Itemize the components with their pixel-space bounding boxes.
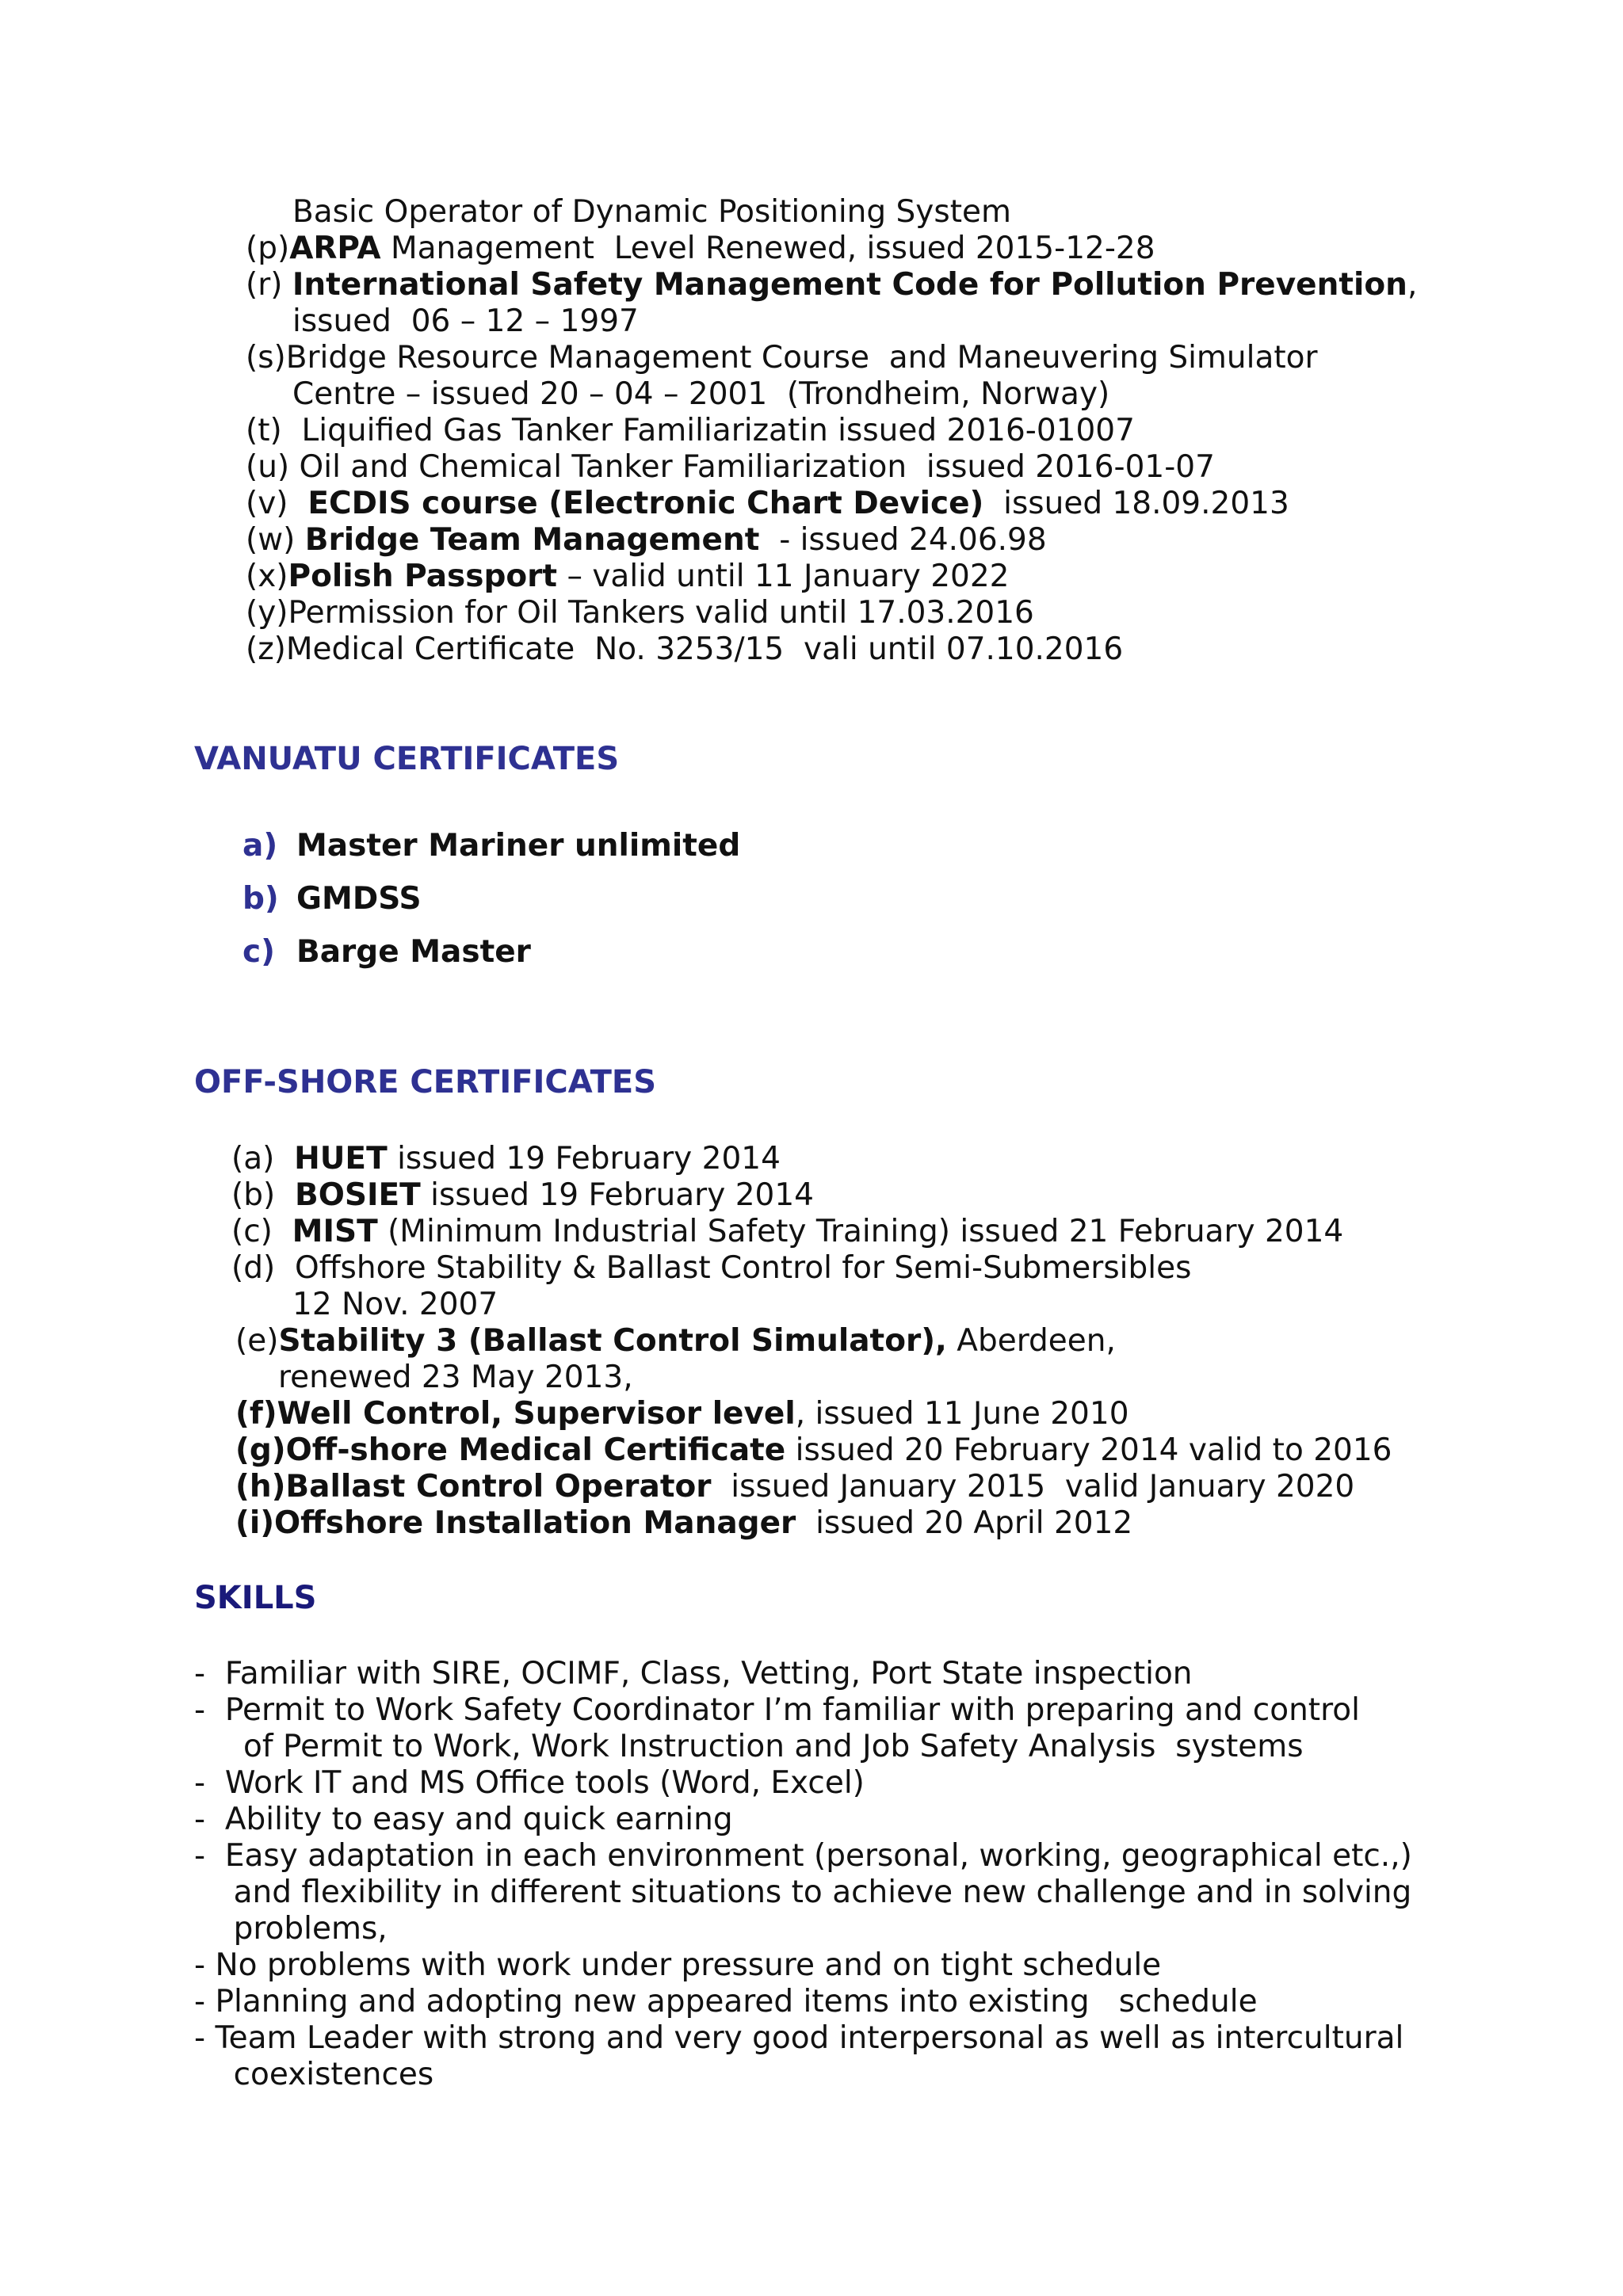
list-marker: (h) (235, 1469, 286, 1505)
bold-text: Off-shore Medical Certificate (285, 1432, 786, 1468)
offshore-certificate-line (235, 1396, 1129, 1432)
text: issued 18.09.2013 (983, 486, 1289, 521)
text: - issued 24.06.98 (759, 522, 1047, 558)
vanuatu-item (242, 881, 422, 917)
text: Aberdeen, (946, 1323, 1116, 1359)
text: 12 Nov. 2007 (292, 1287, 498, 1322)
list-marker: (e) (235, 1323, 279, 1359)
bold-text: BOSIET (294, 1177, 421, 1213)
list-marker: c) (242, 934, 275, 970)
bold-text: MIST (292, 1214, 378, 1249)
list-marker: (i) (235, 1505, 275, 1541)
list-marker: (g) (235, 1432, 286, 1468)
item-text: GMDSS (296, 881, 422, 917)
text: Liquified Gas Tanker Familiarizatin issued 2016-01007 (301, 413, 1135, 448)
text: Medical Certificate No. 3253/15 vali until 07.10.2016 (285, 631, 1124, 667)
item-text: Barge Master (296, 934, 531, 970)
certificate-line (246, 413, 1135, 449)
list-marker: b) (242, 881, 279, 917)
list-marker: (d) (231, 1250, 295, 1286)
text: – valid until 11 January 2022 (557, 559, 1010, 594)
list-marker: (y) (246, 595, 288, 631)
text: Offshore Stability & Ballast Control for Semi-Submersibles (294, 1250, 1192, 1286)
certificate-line (292, 303, 639, 340)
offshore-certificate-line (235, 1469, 1354, 1505)
skill-line: - Ability to easy and quick earning (194, 1802, 733, 1837)
offshore-certificate-line (231, 1250, 1191, 1287)
bold-text: ARPA (289, 231, 381, 266)
bold-text: Offshore Installation Manager (274, 1505, 796, 1541)
list-marker: (a) (231, 1141, 295, 1177)
list-marker: (s) (246, 340, 286, 376)
text: , (1407, 267, 1418, 303)
certificate-line (246, 340, 1318, 376)
certificate-line (246, 231, 1155, 267)
certificate-line (246, 522, 1047, 559)
skill-line: of Permit to Work, Work Instruction and Job Safety Analysis systems (194, 1729, 1304, 1764)
bold-text: ECDIS course (Electronic Chart Device) (307, 486, 984, 521)
certificate-line (292, 376, 1109, 413)
skill-line: - Familiar with SIRE, OCIMF, Class, Vetting, Port State inspection (194, 1656, 1193, 1691)
skill-line: - Easy adaptation in each environment (personal, working, geographical etc.,) (194, 1838, 1412, 1874)
vanuatu-item (242, 934, 531, 971)
offshore-certificate-line (231, 1177, 814, 1214)
text: issued 20 February 2014 valid to 2016 (785, 1432, 1392, 1468)
bold-text: Stability 3 (Ballast Control Simulator), (278, 1323, 947, 1359)
text: issued 06 – 12 – 1997 (292, 303, 639, 339)
certificate-line (246, 449, 1215, 486)
list-marker: (t) (246, 413, 302, 448)
text: renewed 23 May 2013, (278, 1360, 633, 1395)
list-marker: (f) (235, 1396, 277, 1432)
section-heading-skills: SKILLS (194, 1580, 317, 1616)
certificate-line (292, 194, 1011, 231)
section-heading-offshore: OFF-SHORE CERTIFICATES (194, 1064, 657, 1100)
item-text: Master Mariner unlimited (296, 828, 741, 864)
certificate-line (246, 559, 1009, 595)
skill-line: and flexibility in different situations to achieve new challenge and in solving (194, 1875, 1412, 1910)
offshore-certificate-line (278, 1360, 633, 1396)
skill-line: - No problems with work under pressure and on tight schedule (194, 1947, 1162, 1983)
bold-text: Polish Passport (288, 559, 558, 594)
vanuatu-item (242, 828, 740, 864)
text: (Minimum Industrial Safety Training) issued 21 February 2014 (377, 1214, 1344, 1249)
list-marker: (c) (231, 1214, 292, 1249)
text: Centre – issued 20 – 04 – 2001 (Trondheim, Norway) (292, 376, 1110, 412)
offshore-certificate-line (235, 1432, 1392, 1469)
certificate-line (246, 595, 1034, 631)
list-marker: (v) (246, 486, 308, 521)
certificate-line (246, 486, 1289, 522)
certificate-line (246, 267, 1417, 303)
skill-line: - Permit to Work Safety Coordinator I’m familiar with preparing and control (194, 1692, 1360, 1728)
list-marker: (z) (246, 631, 286, 667)
offshore-certificate-line (231, 1141, 781, 1177)
certificate-line (246, 631, 1123, 668)
text: issued January 2015 valid January 2020 (711, 1469, 1355, 1505)
skill-line: coexistences (194, 2057, 434, 2092)
bold-text: Bridge Team Management (304, 522, 760, 558)
text: issued 20 April 2012 (796, 1505, 1133, 1541)
text: Basic Operator of Dynamic Positioning System (292, 194, 1011, 230)
text: , issued 11 June 2010 (795, 1396, 1129, 1432)
list-marker: (x) (246, 559, 288, 594)
skill-line: - Team Leader with strong and very good interpersonal as well as intercultural (194, 2020, 1404, 2056)
text: issued 19 February 2014 (420, 1177, 814, 1213)
skill-line: - Planning and adopting new appeared items into existing schedule (194, 1984, 1258, 2019)
list-marker: (b) (231, 1177, 295, 1213)
offshore-certificate-line (231, 1214, 1343, 1250)
bold-text: Well Control, Supervisor level (277, 1396, 796, 1432)
bold-text: Ballast Control Operator (285, 1469, 712, 1505)
list-marker: (p) (246, 231, 290, 266)
text: Permission for Oil Tankers valid until 17.03.2016 (288, 595, 1034, 631)
text: Bridge Resource Management Course and Maneuvering Simulator (285, 340, 1318, 376)
offshore-certificate-line (235, 1323, 1116, 1360)
text: Oil and Chemical Tanker Familiarization issued 2016-01-07 (299, 449, 1215, 485)
bold-text: International Safety Management Code for Pollution Prevention (292, 267, 1407, 303)
text: issued 19 February 2014 (387, 1141, 781, 1177)
bold-text: HUET (294, 1141, 388, 1177)
section-heading-vanuatu: VANUATU CERTIFICATES (194, 741, 620, 777)
list-marker: (w) (246, 522, 305, 558)
text: Management Level Renewed, issued 2015-12-28 (380, 231, 1155, 266)
list-marker: (u) (246, 449, 300, 485)
offshore-certificate-line (292, 1287, 498, 1323)
list-marker: a) (242, 828, 278, 864)
skill-line: - Work IT and MS Office tools (Word, Excel) (194, 1765, 865, 1801)
list-marker: (r) (246, 267, 292, 303)
offshore-certificate-line (235, 1505, 1132, 1542)
skill-line: problems, (194, 1911, 388, 1947)
